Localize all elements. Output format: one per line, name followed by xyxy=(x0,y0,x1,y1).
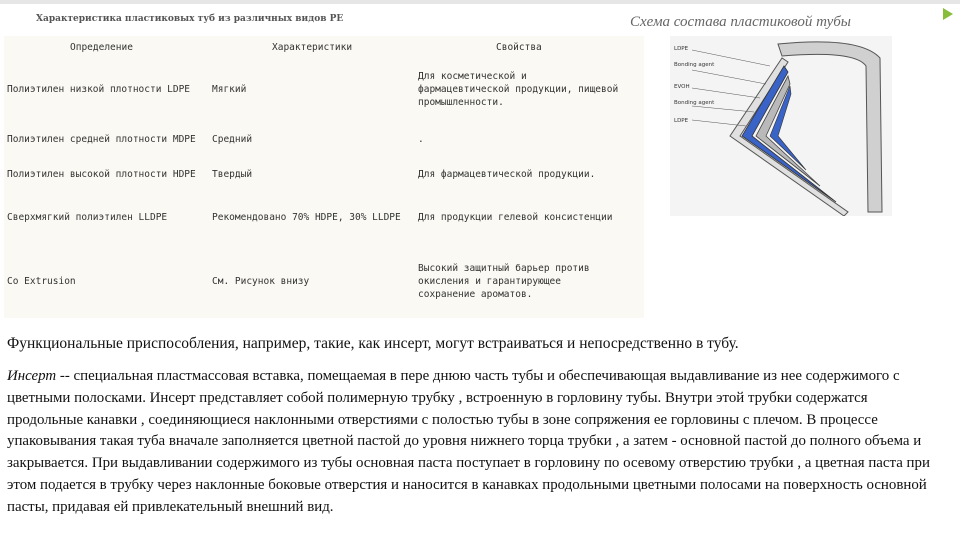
layer-label: LDPE xyxy=(674,46,689,52)
insert-paragraph: -- специальная пластмассовая вставка, помещаемая в пере днюю часть тубы и обеспечивающая выдавливание из нее содержимого с цветными полосками. Инсерт представляет собой полимерную трубку , встроенную в горловину тубы. Внутри этой трубки содержатся продольные канавки , соединяющиеся наклонными отверстиями с полостью тубы в зоне сопряжения ее горловины с плечом. В процессе упаковывания такая туба вначале заполняется цветной пастой до уровня нижнего торца трубки , а затем - основной пастой до полного объема и закрывается. При выдавливании содержимого из тубы основная паста поступает в горловину по осевому отверстию трубки , а цветная паста при этом подается в трубку через наклонные боковые отверстия и наносится в канавках продольными цветными полосами на поверхность основной пасты, придавая ей привлекательный внешний вид. xyxy=(7,368,930,515)
row-characteristic: Рекомендовано 70% HDPE, 30% LLDPE xyxy=(212,212,401,223)
row-characteristic: Средний xyxy=(212,134,253,145)
layer-label: Bonding agent xyxy=(674,100,715,106)
lead-sentence: Функциональные приспособления, например, такие, как инсерт, могут встраиваться и непосредственно в тубу. xyxy=(7,335,739,352)
row-properties: Высокий защитный барьер против окисления и гарантирующее сохранение ароматов. xyxy=(418,263,590,300)
layer-label: LDPE xyxy=(674,118,689,124)
row-definition: Сверхмягкий полиэтилен LLDPE xyxy=(7,212,168,223)
layer-label: EVOH xyxy=(674,84,690,90)
layer-label: Bonding agent xyxy=(674,62,715,68)
scheme-title: Схема состава пластиковой тубы xyxy=(630,14,851,30)
insert-description xyxy=(7,366,947,519)
insert-term: Инсерт xyxy=(7,368,57,384)
column-header-properties: Свойства xyxy=(496,42,542,53)
row-properties: Для косметической и фармацевтической продукции, пищевой промышленности. xyxy=(418,71,619,108)
row-definition: Полиэтилен высокой плотности HDPE xyxy=(7,169,196,180)
row-definition: Полиэтилен низкой плотности LDPE xyxy=(7,84,191,95)
slide-arrow-icon xyxy=(943,8,953,20)
row-definition: Полиэтилен средней плотности MDPE xyxy=(7,134,196,145)
row-characteristic: См. Рисунок внизу xyxy=(212,276,310,287)
table-title: Характеристика пластиковых туб из различных видов PE xyxy=(36,14,344,24)
top-bar xyxy=(0,0,960,4)
row-definition: Co Extrusion xyxy=(7,276,76,287)
column-header-definition: Определение xyxy=(70,42,133,53)
row-properties: . xyxy=(418,134,424,145)
column-header-characteristics: Характеристики xyxy=(272,42,353,53)
row-characteristic: Мягкий xyxy=(212,84,247,95)
row-characteristic: Твердый xyxy=(212,169,253,180)
tube-layers-diagram xyxy=(670,36,892,216)
row-properties: Для фармацевтической продукции. xyxy=(418,169,596,180)
row-properties: Для продукции гелевой консистенции xyxy=(418,212,613,223)
